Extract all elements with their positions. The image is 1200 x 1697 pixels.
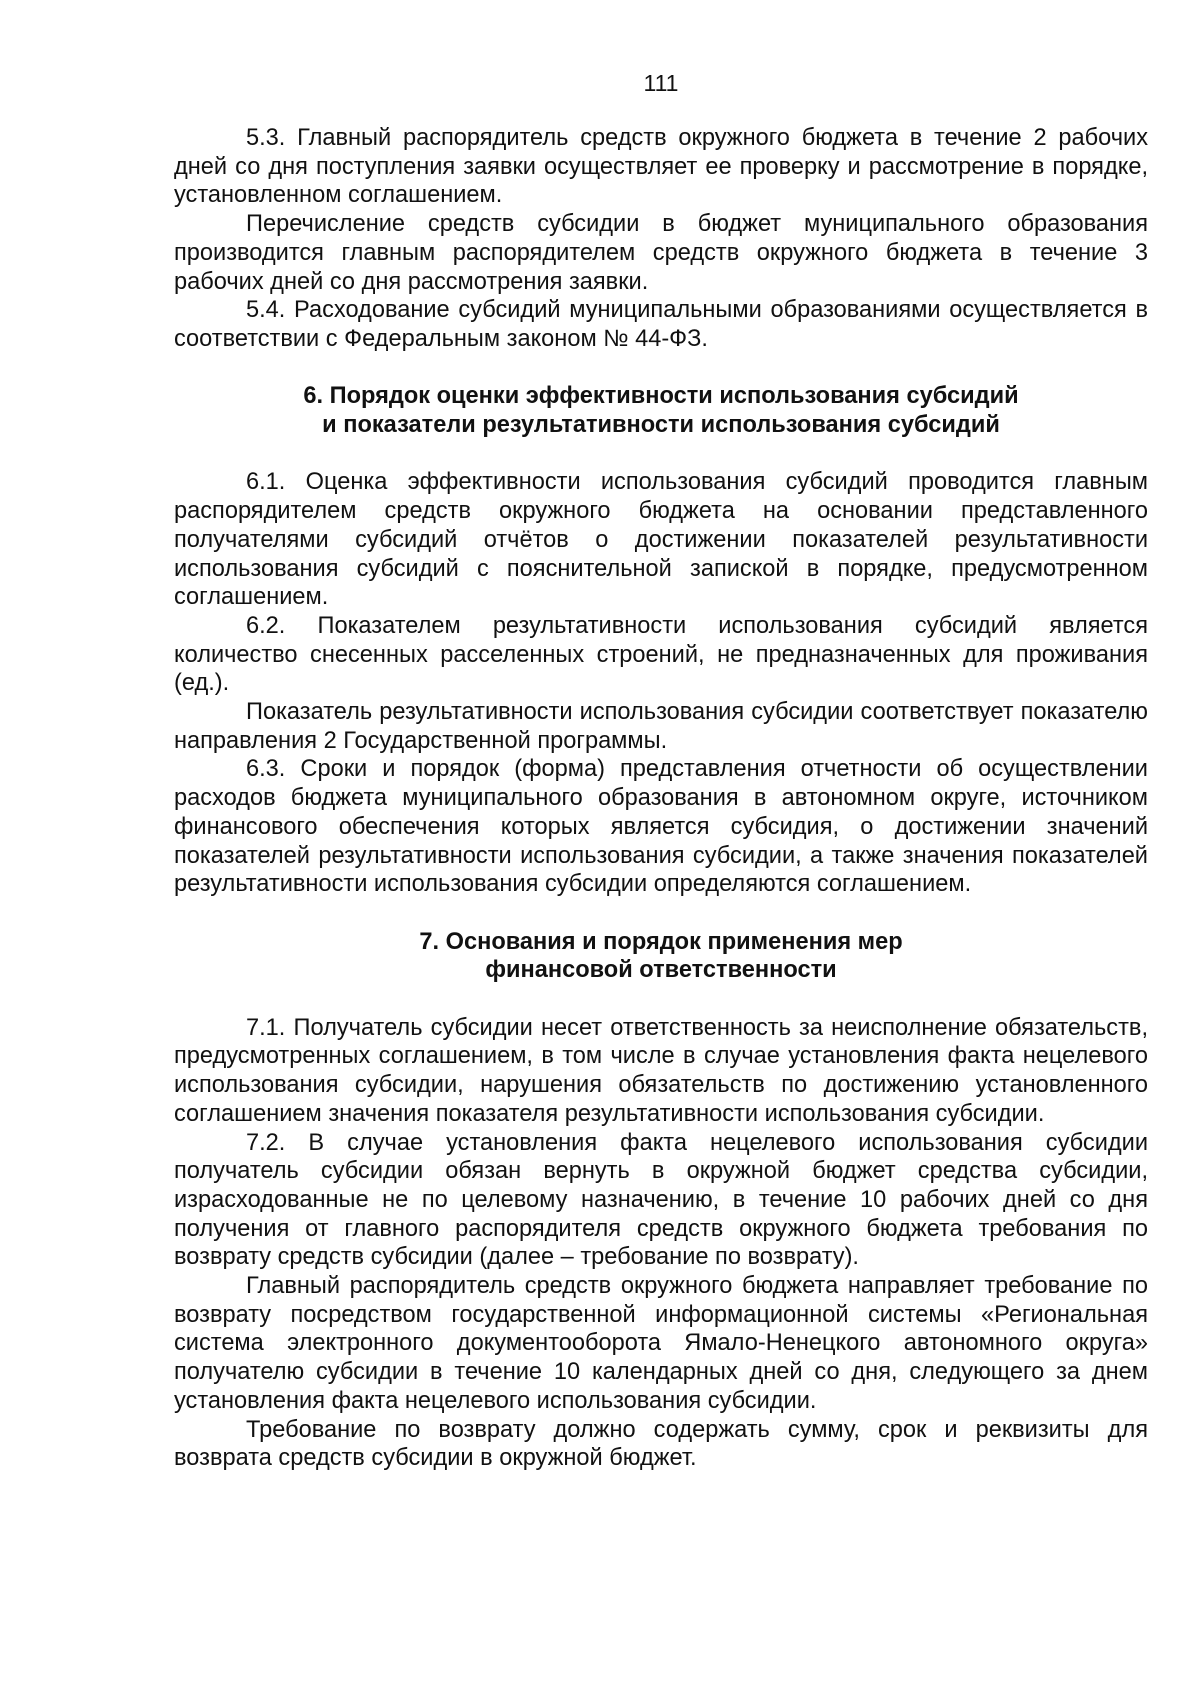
paragraph-text: Показателем результативности использования субсидий является количество снесенных расселенных строений, не предназначенных для проживания (ед.). xyxy=(174,612,1149,697)
paragraph-6-3 xyxy=(174,755,1148,899)
spacer xyxy=(174,354,1148,383)
paragraph-text: В случае установления факта нецелевого использования субсидии получатель субсидии обязан вернуть в окружной бюджет средства субсидии, израсходованные не по целевому назначению, в течение 10 рабочих дней со дня получения от главного распорядителя средств окружного бюджета требования по возврату средств субсидии (далее – требование по возврату). xyxy=(174,1129,1148,1271)
spacer xyxy=(174,985,1148,1014)
paragraph-5-3 xyxy=(174,124,1148,210)
section-7-heading-line-1: 7. Основания и порядок применения мер xyxy=(419,928,903,955)
paragraph-6-2-indicator xyxy=(174,698,1148,755)
paragraph-text: Показатель результативности использования субсидии соответствует показателю направления 2 Государственной программы. xyxy=(174,699,1148,754)
section-6-heading-line-2: и показатели результативности использования субсидий xyxy=(322,412,1000,439)
paragraph-text: Сроки и порядок (форма) представления отчетности об осуществлении расходов бюджета муниципального образования в автономном округе, источником финансового обеспечения которых является субсидия, о достижении значений показателей результативности использования субсидии, а также значения показателей результативности использования субсидии определяются соглашением. xyxy=(174,756,1148,898)
paragraph-text: Главный распорядитель средств окружного бюджета в течение 2 рабочих дней со дня поступления заявки осуществляет ее проверку и рассмотрение в порядке, установленном соглашением. xyxy=(174,125,1148,209)
spacer xyxy=(174,899,1148,928)
section-7-heading xyxy=(174,928,1148,985)
paragraph-7-2-notice xyxy=(174,1272,1148,1416)
clause-number: 6.3. xyxy=(246,756,286,783)
paragraph-text: Получатель субсидии несет ответственность за неисполнение обязательств, предусмотренных соглашением, в том числе в случае установления факта нецелевого использования субсидии, нарушения обязательств по достижению установленного соглашением значения показателя результативности использования субсидии. xyxy=(174,1014,1149,1127)
document-body xyxy=(174,124,1148,1473)
paragraph-5-3-transfer xyxy=(174,210,1148,296)
paragraph-6-2 xyxy=(174,612,1148,698)
paragraph-text: Оценка эффективности использования субсидий проводится главным распорядителем средств окружного бюджета на основании представленного получателями субсидий отчётов о достижении показателей результативности использования субсидий с пояснительной запиской в порядке, предусмотренном соглашением. xyxy=(174,469,1148,611)
paragraph-text: Перечисление средств субсидии в бюджет муниципального образования производится главным распорядителем средств окружного бюджета в течение 3 рабочих дней со дня рассмотрения заявки. xyxy=(174,211,1148,295)
paragraph-text: Главный распорядитель средств окружного бюджета направляет требование по возврату посредством государственной информационной системы «Региональная система электронного документооборота Ямало-Ненецкого автономного округа» получателю субсидии в течение 10 календарных дней со дня, следующего за днем установления факта нецелевого использования субсидии. xyxy=(174,1273,1148,1414)
clause-number: 6.1. xyxy=(246,469,286,496)
section-7-heading-line-2: финансовой ответственности xyxy=(485,957,837,984)
paragraph-7-1 xyxy=(174,1014,1148,1129)
page-number: 111 xyxy=(643,70,679,96)
paragraph-7-2-requirement xyxy=(174,1416,1148,1473)
clause-number: 6.2. xyxy=(246,612,286,639)
paragraph-text: Требование по возврату должно содержать сумму, срок и реквизиты для возврата средств субсидии в окружной бюджет. xyxy=(174,1416,1148,1472)
paragraph-6-1 xyxy=(174,468,1148,612)
paragraph-text: Расходование субсидий муниципальными образованиями осуществляется в соответствии с Федеральным законом № 44-ФЗ. xyxy=(174,297,1148,352)
section-6-heading xyxy=(174,382,1148,439)
clause-number: 5.4. xyxy=(246,297,286,324)
paragraph-7-2 xyxy=(174,1129,1148,1273)
clause-number: 7.1. xyxy=(246,1014,286,1041)
spacer xyxy=(174,440,1148,469)
paragraph-5-4 xyxy=(174,296,1148,353)
clause-number: 5.3. xyxy=(246,125,286,151)
clause-number: 7.2. xyxy=(246,1129,286,1156)
section-6-heading-line-1: 6. Порядок оценки эффективности использования субсидий xyxy=(303,383,1019,410)
